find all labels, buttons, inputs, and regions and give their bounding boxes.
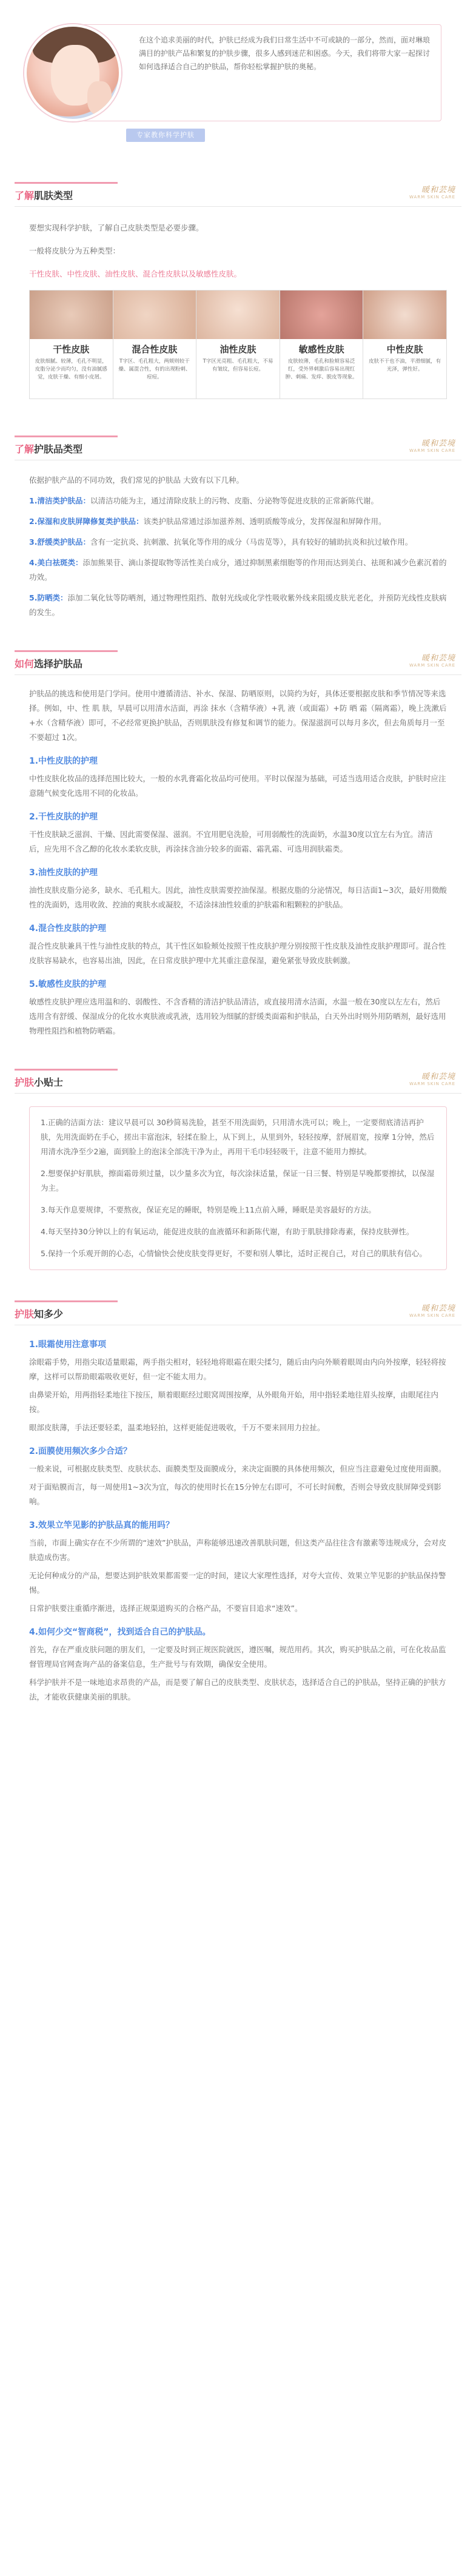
skin-type-desc: 皮肤不干也不油，平滑细腻，有光泽，弹性好。: [369, 358, 441, 372]
paragraph: 敏感性皮肤护理应选用温和的、弱酸性、不含香精的清洁护肤品清洁，或直接用清水洁面，水温一般在30度以左左右，然后选用含有舒缓、保湿成分的化妆水爽肤液或乳液，选用较为细腻的舒缓类面霜和护肤品，白天外出时则外用防晒剂，最好选用物理性阻挡和植物防晒霜。: [29, 997, 446, 1035]
tip-item: 2.想要保护好肌肤，擦面霜毋须过量，以少量多次为宜，每次涂抹适量，保证一日三餐、特别是早晚都要擦拭，以保湿为主。: [41, 1169, 435, 1192]
skin-type-card: [363, 291, 446, 399]
tip-item: 1.正确的洁面方法：建议早晨可以 30秒简易洗脸，甚至不用洗面奶，只用清水洗可以；晚上，一定要彻底清洁再护肤，先用洗面奶在手心，搓出丰富泡沫，轻揉在脸上，从下到上，从里到外，轻轻按摩，舒展眉宽，按摩 1分钟，然后用清水洗净至少2遍，面到脸上的泡沫全部洗干净为止，再用干毛巾轻轻吸干，注意不能用力擦拭。: [41, 1118, 435, 1156]
skin-type-card: [280, 291, 364, 399]
intro-section: [0, 0, 476, 182]
skin-type-desc: 皮肤较薄，毛孔和脸颊容易泛红，受外界刺激后容易出现红肿、刺痛、发痒、脱皮等现象。: [285, 358, 358, 380]
skin-type-desc: 皮肤细腻、较薄，毛孔不明显，皮脂分泌少而均匀，没有油腻感觉，皮肤干燥、有细小皮屑。: [35, 358, 107, 380]
paragraph: 无论何种成分的产品，想要达到护肤效果都需要一定的时间，建议大家理性选择，对夸大宣传、效果立竿见影的护肤品保持警惕。: [29, 1571, 446, 1595]
skin-type-card: [113, 291, 197, 399]
section-title: 护肤小贴士: [15, 1077, 64, 1088]
sub-title: 1.眼霜使用注意事项: [29, 1340, 107, 1350]
brand-logo: 暖和芸境 WARM SKIN CARE: [409, 439, 455, 453]
skin-type-desc: T字区光亮粗、毛孔粗大，不易有皱纹，但容易长痘。: [203, 358, 273, 372]
section-header-how-to-choose: [15, 650, 461, 678]
brand-logo: 暖和芸境 WARM SKIN CARE: [409, 654, 455, 668]
section-title: 了解肌肤类型: [15, 190, 73, 201]
product-type-item: 3.舒缓类护肤品：含有一定抗炎、抗刺激、抗氧化等作用的成分（马齿苋等），具有较好的辅助抗炎和抗过敏作用。: [29, 537, 413, 546]
product-type-item: 1.清洁类护肤品：以清洁功能为主，通过清除皮肤上的污物、皮脂、分泌物等促进皮肤的正常新陈代谢。: [29, 496, 378, 505]
skin-type-card: [196, 291, 280, 399]
section-header-skin-types: [15, 182, 461, 210]
skin-type-name: 干性皮肤: [53, 344, 90, 355]
tip-item: 3.每天作息要规律，不要熬夜，保证充足的睡眠，特别是晚上11点前入睡，睡眠是美容最好的方法。: [41, 1205, 376, 1214]
paragraph: 一般将皮肤分为五种类型：: [29, 246, 121, 255]
skin-type-card: [30, 291, 113, 399]
skin-types-strip: [29, 290, 447, 399]
tip-item: 4.每天坚持30分钟以上的有氧运动，能促进皮肤的血液循环和新陈代谢，有助于肌肤排除毒素，保持皮肤弹性。: [41, 1227, 414, 1236]
sub-title: 1.中性皮肤的护理: [29, 756, 98, 766]
brand-logo: 暖和芸境 WARM SKIN CARE: [409, 186, 455, 200]
paragraph: 涂眼霜手势，用指尖取适量眼霜，两手指尖相对，轻轻地将眼霜在眼尖揉匀，随后由内向外顺着眼周由内向外按摩，轻轻将按摩，这样可以帮助眼霜吸收更好，但一定不能太用力。: [29, 1357, 446, 1381]
brand-logo: 暖和芸境 WARM SKIN CARE: [409, 1304, 455, 1318]
intro-badge: 专家教你科学护肤: [126, 129, 205, 142]
skin-photo: [363, 291, 446, 339]
sub-title: 3.效果立竿见影的护肤品真的能用吗？: [29, 1521, 175, 1530]
tips-box: [29, 1106, 447, 1270]
skin-type-name: 敏感性皮肤: [298, 344, 344, 355]
tip-item: 5.保持一个乐观开朗的心态，心情愉快会使皮肤变得更好，不要和别人攀比，适时正视自己，对自己的肌肤有信心。: [41, 1249, 427, 1258]
paragraph: 干性皮肤缺乏滋润、干燥、因此需要保湿、滋润。不宜用肥皂洗脸，可用弱酸性的洗面奶，水温30度以宜左右为宜。清洁后，应先用不含乙醇的化妆水柔软皮肤，再涂抹含油分较多的面霜、霜乳霜、可选用润肤霜类。: [29, 830, 433, 853]
intro-box: [78, 24, 441, 121]
paragraph: 依据护肤产品的不同功效，我们常见的护肤品 大致有以下几种。: [29, 476, 244, 485]
paragraph: 一般来说，可根据皮肤类型、皮肤状态、面膜类型及面膜成分，来决定面膜的具体使用频次，但应当注意避免过度使用面膜。: [29, 1464, 446, 1473]
paragraph: 要想实现科学护肤，了解自己皮肤类型是必要步骤。: [29, 223, 204, 232]
section-header-tips: [15, 1069, 461, 1097]
intro-text: 在这个追求美丽的时代，护肤已经成为我们日常生活中不可或缺的一部分，然而，面对琳琅满目的护肤产品和繁复的护肤步骤，很多人感到迷茫和困惑。今天，我们将带大家一起探讨如何选择适合自己的护肤品，帮你轻松掌握护肤的奥秘。: [139, 36, 431, 71]
paragraph: 当前，市面上确实存在不少所谓的“速效”护肤品，声称能够迅速改善肌肤问题，但这类产品往往含有激素等违规成分，会对皮肤造成伤害。: [29, 1538, 446, 1562]
intro-avatar-image: [24, 24, 121, 121]
sub-title: 2.面膜使用频次多少合适？: [29, 1447, 132, 1456]
skin-photo: [30, 291, 113, 339]
sub-title: 2.干性皮肤的护理: [29, 812, 98, 822]
paragraph: 首先，存在严重皮肤问题的朋友们，一定要及时到正规医院就医，遵医嘱，规范用药。其次，购买护肤品之前，可在化妆品监督管理局官网查询产品的备案信息，生产批号与有效期，确保安全使用。: [29, 1645, 446, 1669]
paragraph: 中性皮肤化妆品的选择范围比较大，一般的水乳膏霜化妆品均可使用。平时以保湿为基础，可适当选用适合皮肤，护肤时应注意随气候变化选用不同的化妆品。: [29, 774, 446, 798]
section-header-product-types: [15, 435, 461, 463]
skin-photo: [113, 291, 196, 339]
paragraph: 护肤品的挑选和使用是门学问。使用中遵循清洁、补水、保湿、防晒原则，以简约为好，具体还要根据皮肤和季节情况等来选择。例如，中、性 肌 肤，早晨可以用清水洁面，再涂 抹水（含精华液）+乳 液（或面霜）+防 晒 霜（隔离霜），晚上洗漱后+水（含精华液）即可，不必经常更换护肤品，否则肌肤没有修复和调节的能力。保湿滋润可以每月多次，但去角质每月一至不要超过 1次。: [29, 689, 447, 742]
brand-logo: 暖和芸境 WARM SKIN CARE: [409, 1072, 455, 1086]
paragraph: 日常护肤要注重循序渐进，选择正规渠道购买的合格产品，不要盲目追求“速效”。: [29, 1604, 303, 1613]
sub-title: 3.油性皮肤的护理: [29, 868, 98, 878]
section-title: 如何选择护肤品: [15, 658, 83, 670]
sub-title: 5.敏感性皮肤的护理: [29, 980, 107, 989]
product-type-item: 2.保湿和皮肤屏障修复类护肤品：该类护肤品常通过添加滋养剂、透明质酸等成分，发挥保湿和屏障作用。: [29, 517, 386, 526]
sub-title: 4.如何少交“智商税”，找到适合自己的护肤品。: [29, 1627, 211, 1637]
paragraph: 油性皮肤皮脂分泌多，缺水、毛孔粗大。因此，油性皮肤需要控油保湿。根据皮脂的分泌情况，每日洁面1~3次，最好用微酸性的洗面奶，选用收敛、控油的爽肤水或凝胶，不适涂抹油性较重的护肤霜和粗颗粒的护肤品。: [29, 886, 447, 909]
sub-title: 4.混合性皮肤的护理: [29, 924, 107, 933]
paragraph: 眼部皮肤薄，手法还要轻柔，温柔地轻拍，这样更能促进吸收，千万不要来回用力拉扯。: [29, 1423, 325, 1432]
skin-type-name: 油性皮肤: [220, 344, 256, 355]
skin-photo: [280, 291, 363, 339]
skin-types-line: 干性皮肤、中性皮肤、油性皮肤、混合性皮肤以及敏感性皮肤。: [29, 269, 242, 278]
section-title: 了解护肤品类型: [15, 443, 83, 455]
paragraph: 由鼻梁开始，用两指轻柔地往下按压，顺着眼眶经过眼窝周围按摩，从外眼角开始，用中指轻柔地往眉头按摩，由眼尾往内按。: [29, 1390, 439, 1414]
section-title: 护肤知多少: [15, 1308, 64, 1320]
section-header-knowledge: [15, 1300, 461, 1328]
product-type-item: 4.美白祛斑类：添加熊果苷、滴山茶提取物等活性美白成分，通过抑制黑素细胞等的作用而达到美白、祛斑和减少色素沉着的功效。: [29, 558, 447, 582]
paragraph: 科学护肤并不是一味地追求昂贵的产品，而是要了解自己的皮肤类型、皮肤状态，选择适合自己的护肤品，坚持正确的护肤方法，才能收获健康美丽的肌肤。: [29, 1678, 446, 1701]
product-type-item: 5.防晒类：添加二氧化钛等防晒剂，通过物理性阻挡、散射光线或化学性吸收紫外线来阻缓皮肤光老化，并预防光线性皮肤病的发生。: [29, 593, 447, 617]
skin-type-name: 中性皮肤: [386, 344, 423, 355]
skin-type-desc: T字区、毛孔粗大，两颊则较干燥、属混合性，有的出现粉刺、痘痘。: [118, 358, 191, 380]
skin-type-name: 混合性皮肤: [132, 344, 178, 355]
skin-photo: [196, 291, 280, 339]
paragraph: 混合性皮肤兼具干性与油性皮肤的特点，其干性区如脸颊处按照干性皮肤护理分别按照干性皮肤及油性皮肤护理即可。混合性皮肤容易缺水，也容易出油，因此，在日常皮肤护理中尤其重注意保湿，避免紧张导致皮肤刺激。: [29, 941, 446, 965]
paragraph: 对于面贴膜而言，每一周使用1~3次为宜，每次的使用时长在15分钟左右即可，不可长时间敷，否则会导致皮肤屏障受到影响。: [29, 1482, 441, 1506]
